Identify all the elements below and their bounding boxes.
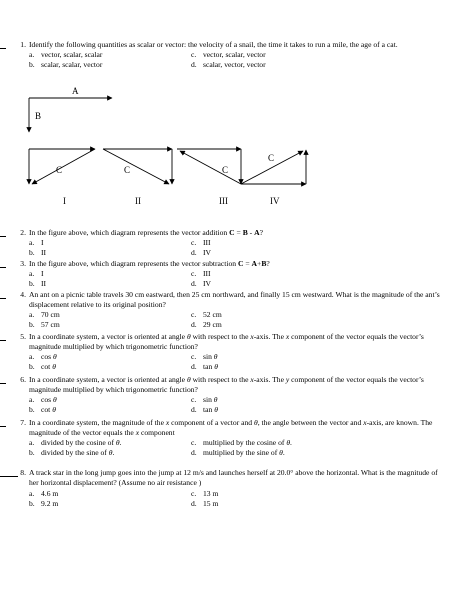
diagram-ii-label: II: [135, 196, 141, 206]
diagram-i-label: I: [63, 196, 66, 206]
vector-a: [29, 86, 112, 98]
question-number: 7.: [20, 418, 26, 427]
option-a[interactable]: a. divided by the cosine of θ.: [29, 438, 122, 447]
option-c[interactable]: c. III: [191, 269, 211, 278]
option-a[interactable]: a. I: [29, 269, 44, 278]
vector-b: [29, 98, 41, 132]
diagram-iii-vector-label: C: [222, 165, 229, 175]
option-c[interactable]: c. 13 m: [191, 489, 219, 498]
vector-figure: [0, 82, 474, 212]
question-stem: A track star in the long jump goes into the jump at 12 m/s and launches herself at 20.0° above the horizontal. What is the magnitude of her horizontal displacement? (Assume no air resistance ): [29, 468, 438, 487]
option-d[interactable]: d. 29 cm: [191, 319, 222, 329]
diagram-iv-label: IV: [270, 196, 280, 206]
option-c[interactable]: c. III: [191, 238, 211, 247]
option-a[interactable]: a. 70 cm: [29, 310, 60, 319]
option-c[interactable]: c. 52 cm: [191, 310, 222, 319]
question-stem: In a coordinate system, a vector is oriented at angle θ with respect to the x-axis. The x component of the vector equals the vector’s magnitude multiplied by which trigonometric function?: [29, 332, 424, 351]
option-a[interactable]: a. 4.6 m: [29, 489, 59, 498]
option-b[interactable]: b. II: [29, 247, 47, 257]
question-number: 6.: [20, 375, 26, 384]
question-stem: In the figure above, which diagram represents the vector subtraction C = A+B?: [29, 259, 270, 268]
option-d[interactable]: d. tan θ: [191, 404, 218, 414]
option-a[interactable]: a. cos θ: [29, 395, 57, 404]
option-d[interactable]: d. 15 m: [191, 498, 219, 508]
option-c[interactable]: c. multiplied by the cosine of θ.: [191, 438, 292, 447]
option-d[interactable]: d. IV: [191, 278, 212, 288]
question-stem: Identify the following quantities as scalar or vector: the velocity of a snail, the time it takes to run a mile, the age of a cat.: [29, 40, 398, 49]
option-c[interactable]: c. sin θ: [191, 352, 218, 361]
question-stem: In the figure above, which diagram represents the vector addition C = B - A?: [29, 228, 263, 237]
option-b[interactable]: b. scalar, scalar, vector: [29, 59, 103, 69]
question-number: 5.: [20, 332, 26, 341]
diagram-ii-vector-label: C: [124, 165, 131, 175]
question-stem: In a coordinate system, the magnitude of the x component of a vector and θ, the angle between the vector and x-axis, are known. The magnitude of the vector equals the x component: [29, 418, 433, 437]
option-b[interactable]: b. cot θ: [29, 404, 56, 414]
option-c[interactable]: c. sin θ: [191, 395, 218, 404]
question-stem: An ant on a picnic table travels 30 cm eastward, then 25 cm northward, and finally 15 cm westward. What is the magnitude of the ant’s displacement relative to its original position?: [29, 290, 440, 309]
option-c[interactable]: c. vector, scalar, vector: [191, 50, 266, 59]
diagram-i: [29, 149, 95, 206]
question-number: 8.: [20, 468, 26, 477]
option-a[interactable]: a. I: [29, 238, 44, 247]
diagram-iii-label: III: [219, 196, 228, 206]
diagram-ii: [103, 149, 172, 206]
option-d[interactable]: d. multiplied by the sine of θ.: [191, 447, 285, 457]
option-a[interactable]: a. cos θ: [29, 352, 57, 361]
option-d[interactable]: d. scalar, vector, vector: [191, 59, 266, 69]
option-d[interactable]: d. IV: [191, 247, 212, 257]
option-b[interactable]: b. 57 cm: [29, 319, 60, 329]
option-a[interactable]: a. vector, scalar, scalar: [29, 50, 103, 59]
diagram-iii: [177, 149, 241, 206]
vector-b-label: B: [35, 111, 42, 121]
option-b[interactable]: b. 9.2 m: [29, 498, 59, 508]
option-b[interactable]: b. II: [29, 278, 47, 288]
question-number: 1.: [20, 40, 26, 49]
diagram-i-vector-label: C: [56, 165, 63, 175]
vector-a-label: A: [72, 86, 79, 96]
question-number: 3.: [20, 259, 26, 268]
option-b[interactable]: b. cot θ: [29, 361, 56, 371]
option-d[interactable]: d. tan θ: [191, 361, 218, 371]
diagram-iv: [241, 150, 306, 206]
diagram-iv-vector-label: C: [268, 153, 275, 163]
question-number: 2.: [20, 228, 26, 237]
option-b[interactable]: b. divided by the sine of θ.: [29, 447, 115, 457]
question-stem: In a coordinate system, a vector is oriented at angle θ with respect to the x-axis. The y component of the vector equals the vector’s magnitude multiplied by which trigonometric function?: [29, 375, 424, 394]
question-number: 4.: [20, 290, 26, 299]
